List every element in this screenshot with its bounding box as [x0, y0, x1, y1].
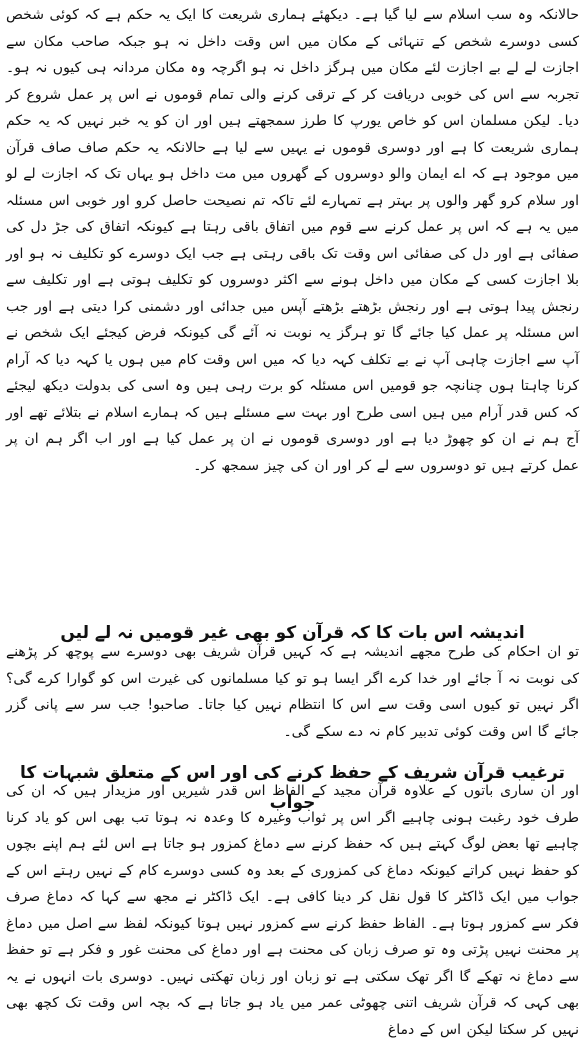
body-paragraph: تو ان احکام کی طرح مجھے اندیشہ ہے کہ کہیں قرآن شریف بھی دوسرے سے پوچھ کر پڑھنے کی نوبت نہ آ جائے اور خدا کرے اگر ایسا ہو تو کیا مسلمانوں کی غیرت اس کو گوارا کرے گی؟ اگر نہیں تو کیوں اسی وقت سے اس کا انتظام نہیں کیا جاتا۔ صاحبو! جب سر سے پانی گزر جائے گا اس وقت کوئی تدبیر کام نہ دے سکے گی۔: [6, 644, 580, 740]
section-heading: اندیشہ اس بات کا کہ قرآن کو بھی غیر قومیں نہ لے لیں: [60, 623, 525, 644]
document-page: [6, 0, 580, 1038]
body-paragraph: حالانکہ وہ سب اسلام سے لیا گیا ہے۔ دیکھئے ہماری شریعت کا ایک یہ حکم ہے کہ کوئی شخص کسی دوسرے شخص کے تنہائی کے مکان میں اس وقت داخل نہ ہو جبکہ صاحب مکان سے اجازت لے لے بے اجازت لئے مکان میں ہرگز داخل نہ ہو اگرچہ وہ مکان مردانہ ہی کیوں نہ ہو۔ تجربہ سے اس کی خوبی دریافت کر کے ترقی کرنے والی تمام قوموں نے اس پر عمل شروع کر دیا۔ لیکن مسلمان اس کو خاص یورپ کا طرز سمجھتے ہیں اور ان کو یہ خبر نہیں کہ یہ حکم ہماری شریعت کا ہے اور دوسری قوموں نے یہیں سے لیا ہے حالانکہ یہ حکم صاف صاف قرآن میں موجود ہے کہ اے ایمان والو دوسروں کے گھروں میں مت داخل ہو یہاں تک کہ اجازت لے لو اور سلام کرو گھر والوں پر بہتر ہے تمہارے لئے تاکہ تم نصیحت حاصل کرو اور خوبی اس مسئلہ میں یہ ہے کہ اس پر عمل کرنے سے قوم میں اتفاق باقی رہتا ہے کیونکہ اتفاق کی جڑ دل کی صفائی ہے اور دل کی صفائی اس وقت تک باقی رہتی ہے جب ایک دوسرے کو تکلیف نہ ہو اور بلا اجازت کسی کے مکان میں داخل ہونے سے اکثر دوسروں کو تکلیف ہوتی ہے اور تکلیف سے رنجش پیدا ہوتی ہے اور رنجش بڑھتے بڑھتے آپس میں جدائی اور دشمنی کرا دیتی ہے اور جب اس مسئلہ پر عمل کیا جائے گا تو ہرگز یہ نوبت نہ آئے گی کیونکہ فرض کیجئے ایک شخص نے آپ سے اجازت چاہی آپ نے بے تکلف کہہ دیا کہ میں اس وقت کام میں ہوں یا کہہ دیا کہ آرام کرنا چاہتا ہوں چنانچہ جو قومیں اس مسئلہ کو برت رہی ہیں وہ اسی کی بدولت دیکھ لیجئے کہ کس قدر آرام میں ہیں اسی طرح اور بہت سے مسئلے ہیں کہ ہمارے اسلام نے بتلائے تھے اور آج ہم نے ان کو چھوڑ دیا ہے اور دوسری قوموں نے ان پر عمل کیا ہے اور اب اگر ہم ان پر عمل کرتے ہیں تو دوسروں سے لے کر اور ان کی چیز سمجھ کر۔: [6, 7, 579, 474]
section-heading: ترغیب قرآن شریف کے حفظ کرنے کی اور اس کے متعلق شبہات کا جواب: [20, 763, 565, 814]
body-paragraph: اور ان ساری باتوں کے علاوہ قرآن مجید کے الفاظ اس قدر شیریں اور مزیدار ہیں کہ ان کی طرف خود رغبت ہونی چاہیے اگر اس پر ثواب وغیرہ کا وعدہ نہ ہوتا تب بھی اس کو یاد کرنا چاہیے تھا بعض لوگ کہتے ہیں کہ حفظ کرنے سے دماغ کمزور ہو جاتا ہے اس لئے ہم اپنے بچوں کو حفظ نہیں کراتے کیونکہ دماغ کی کمزوری کے بعد وہ کسی دوسرے کام کے نہیں رہتے اس کے جواب میں ایک ڈاکٹر کا قول نقل کر دینا کافی ہے۔ ایک ڈاکٹر نے مجھ سے کہا کہ دماغ صرف فکر سے کمزور ہوتا ہے۔ الفاظ حفظ کرنے سے کمزور نہیں ہوتا کیونکہ لفظ سے اصل میں دماغ پر محنت نہیں پڑتی وہ تو صرف زبان کی محنت ہے اور دماغ کی محنت غور و فکر ہے تو حفظ سے دماغ نہ تھکے گا اگر تھک سکتی ہے تو زبان اور زبان تھکتی نہیں۔ دوسری بات انہوں نے یہ بھی کہی کہ قرآن شریف اتنی چھوٹی عمر میں یاد ہو جاتا ہے کہ بچہ اس وقت تک کچھ بھی نہیں کر سکتا لیکن اس کے دماغ: [6, 783, 579, 1038]
